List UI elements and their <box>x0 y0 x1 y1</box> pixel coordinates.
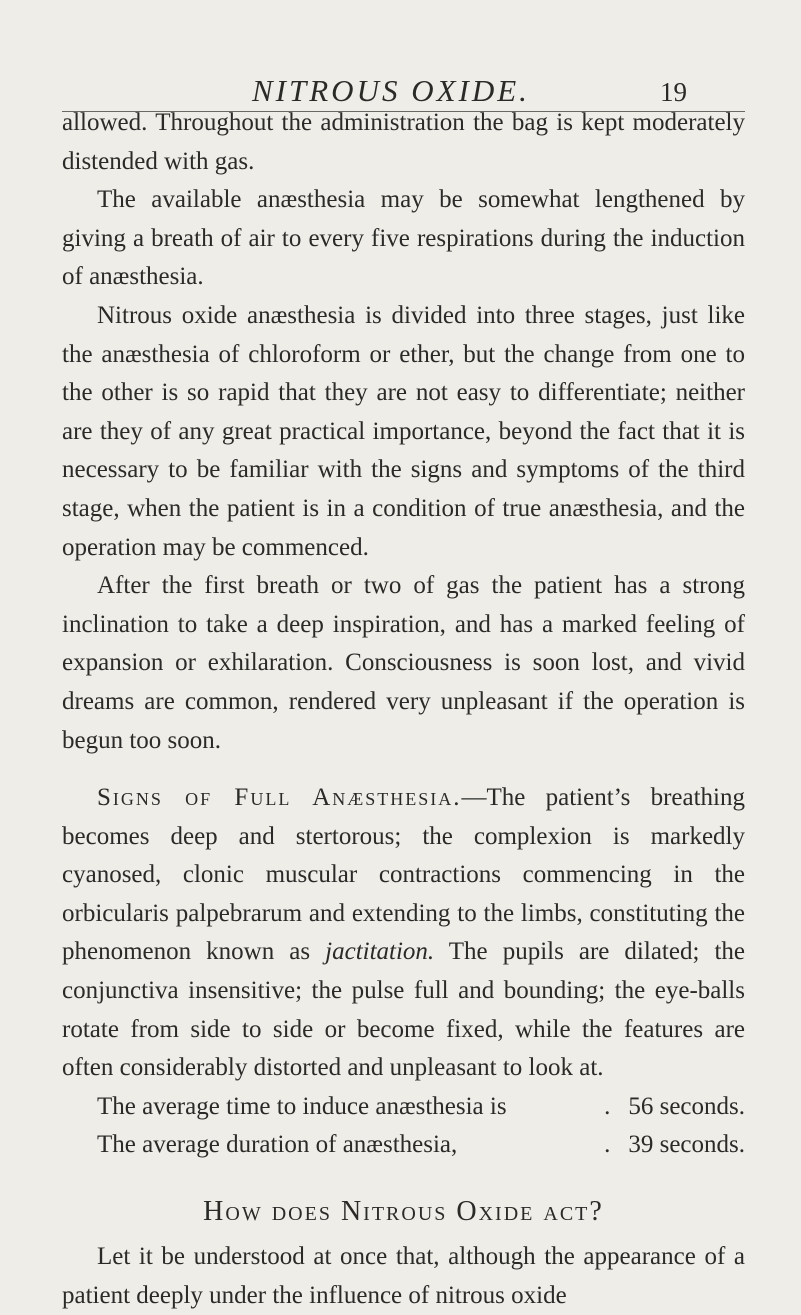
induction-time-label: The average time to induce anæsthesia is <box>97 1092 507 1120</box>
page-body <box>62 104 745 1315</box>
signs-heading: Signs of Full Anæsthesia. <box>97 784 462 812</box>
paragraph-signs-full-anaesthesia <box>62 779 745 1088</box>
paragraph-final: Let it be understood at once that, although the appearance of a patient deeply under the influence of nitrous oxide <box>62 1243 745 1309</box>
duration-value: 39 seconds. <box>628 1131 745 1159</box>
duration-dot: . <box>604 1131 611 1159</box>
jactitation-term: jactitation. <box>325 938 435 966</box>
paragraph-first-breath: After the first breath or two of gas the patient has a strong inclination to take a deep inspiration, and has a marked feeling of expansion or exhilaration. Consciousness is soon lost, and vivid dreams are common, rendered very unpleasant if the operation is begun too soon. <box>62 572 745 754</box>
paragraph-continuation: allowed. Throughout the administration the bag is kept moderately distended with gas. <box>62 109 745 175</box>
paragraph-air-breath: The available anæsthesia may be somewhat lengthened by giving a breath of air to every five respirations during the induction of anæsthesia. <box>62 186 745 291</box>
induction-time-line <box>62 1088 745 1127</box>
paragraph-three-stages: Nitrous oxide anæsthesia is divided into three stages, just like the anæsthesia of chloroform or ether, but the change from one to the other is so rapid that they are not easy to differentiate; neither are they of any great practical importance, beyond the fact that it is necessary to be familiar with the signs and symptoms of the third stage, when the patient is in a condition of true anæsthesia, and the operation may be commenced. <box>62 301 745 561</box>
section-heading: How does Nitrous Oxide act? <box>203 1196 604 1228</box>
induction-time-value: 56 seconds. <box>628 1092 745 1120</box>
running-title: NITROUS OXIDE. <box>252 73 530 108</box>
duration-label: The average duration of anæsthesia, <box>97 1131 458 1159</box>
duration-line <box>62 1126 745 1165</box>
signs-text-after: The pupils are dilated; the conjunctiva insensitive; the pulse full and bounding; the eye-balls rotate from side to side or become fixed, while the features are often considerably distorted and unpleasant to look at. <box>62 938 745 1082</box>
induction-time-dot: . <box>604 1092 611 1120</box>
running-head <box>0 66 801 106</box>
signs-text-before: —The patient’s breathing becomes deep and stertorous; the complexion is markedly cyanosed, clonic muscular contractions commencing in the orbicularis palpebrarum and extending to the limbs, constituting the phenomenon known as <box>62 784 746 966</box>
page-number: 19 <box>660 77 687 107</box>
